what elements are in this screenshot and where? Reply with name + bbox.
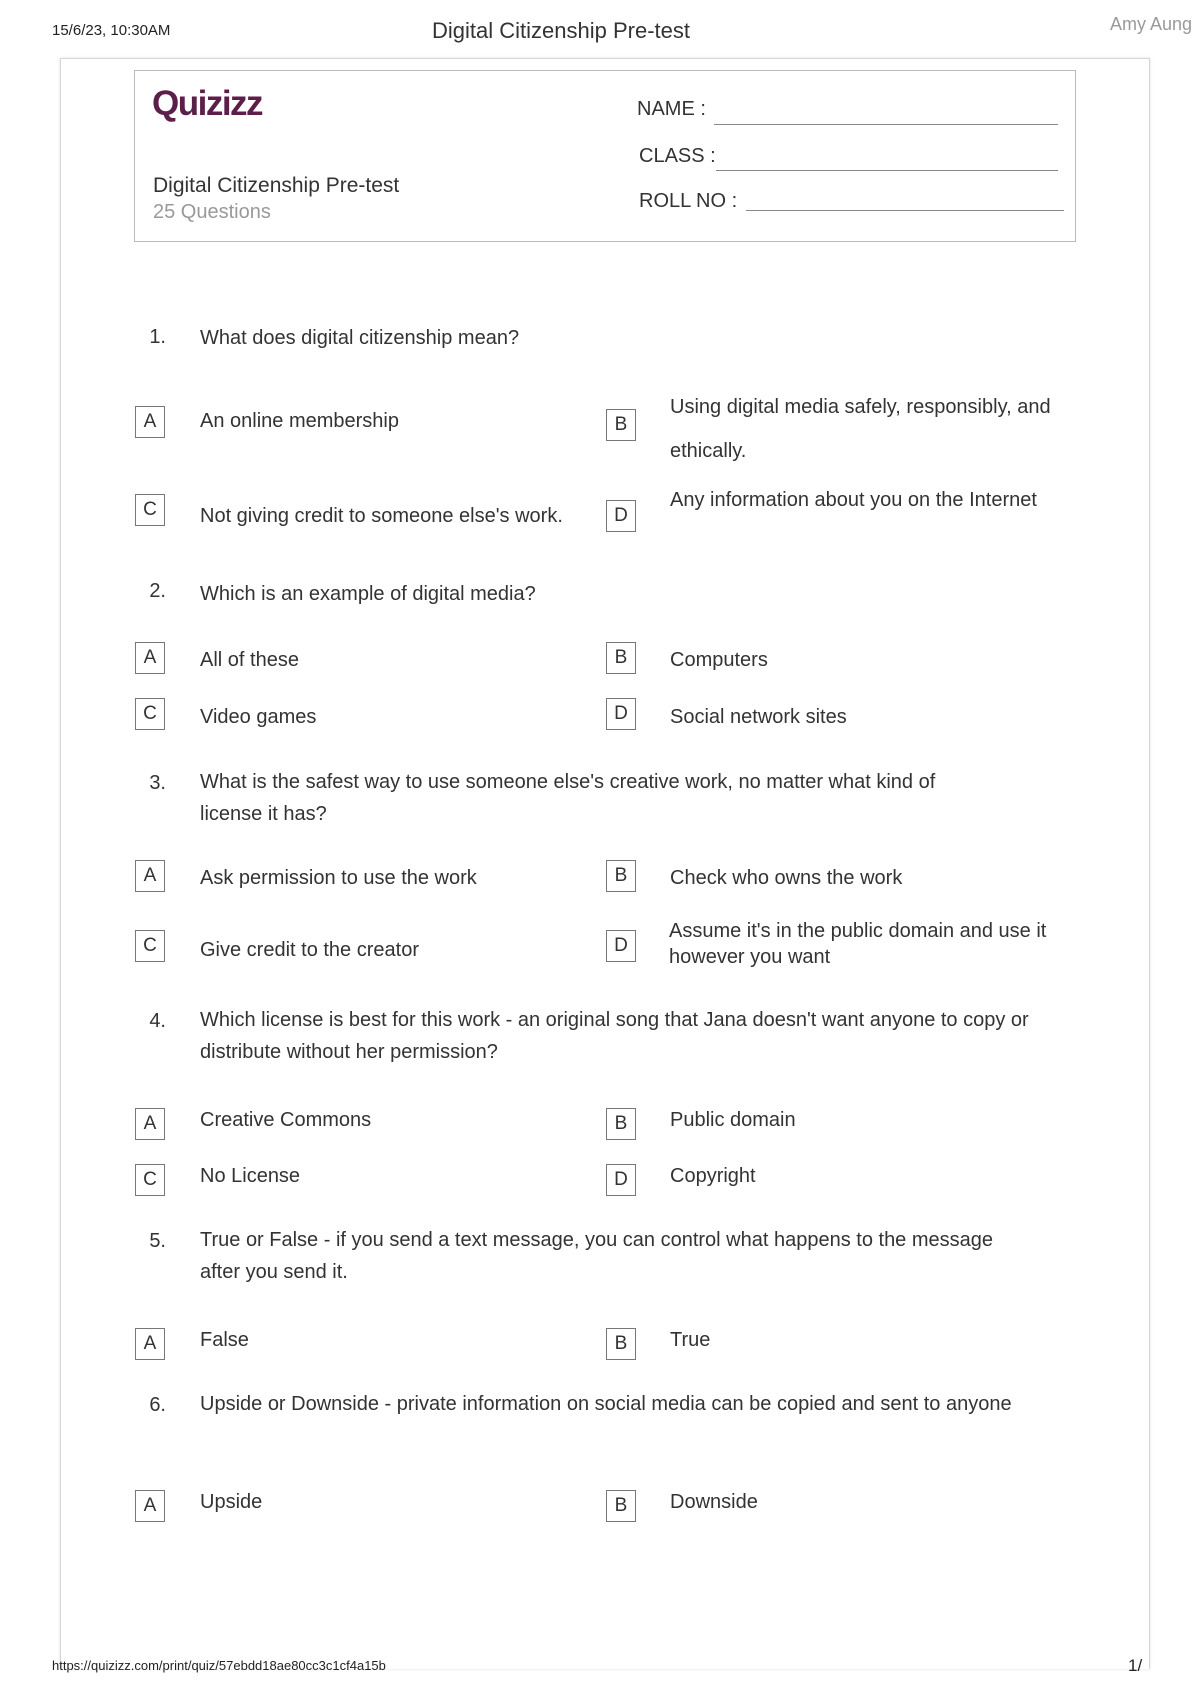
option-letter: C: [135, 930, 165, 962]
option-letter: B: [606, 1108, 636, 1140]
question-number: 3.: [149, 772, 166, 794]
print-footer-url: https://quizizz.com/print/quiz/57ebdd18ae80cc3c1cf4a15b: [52, 1658, 386, 1673]
option-text: True: [670, 1329, 711, 1351]
worksheet-header: [134, 70, 1076, 242]
option-text: Give credit to the creator: [200, 939, 419, 961]
question-text: Which is an example of digital media?: [200, 583, 536, 605]
question-number: 1.: [149, 326, 166, 348]
option-letter: C: [135, 698, 165, 730]
question-text: What is the safest way to use someone else's creative work, no matter what kind of license it has?: [200, 771, 936, 825]
option-text: Not giving credit to someone else's work.: [200, 505, 563, 527]
quiz-title: Digital Citizenship Pre-test: [153, 174, 400, 197]
quizizz-logo: Quizizz: [152, 84, 263, 123]
roll-no-line: [746, 210, 1064, 211]
question-number: 4.: [149, 1010, 166, 1032]
option-text: Public domain: [670, 1109, 796, 1131]
question-text: Which license is best for this work - an original song that Jana doesn't want anyone to copy or distribute without her permission?: [200, 1009, 1029, 1063]
option-letter: D: [606, 500, 636, 532]
option-text: Assume it's in the public domain and use it however you want: [669, 920, 1047, 968]
roll-no-label: ROLL NO :: [639, 190, 738, 212]
option-text: Creative Commons: [200, 1109, 372, 1131]
option-text: No License: [200, 1165, 301, 1187]
option-letter: D: [606, 698, 636, 730]
option-letter: A: [135, 1490, 165, 1522]
option-text: All of these: [200, 649, 299, 671]
name-label: NAME :: [637, 98, 706, 120]
option-letter: A: [135, 860, 165, 892]
question-count: 25 Questions: [153, 201, 271, 223]
option-text: Ask permission to use the work: [200, 867, 477, 889]
class-line: [716, 170, 1058, 171]
question-text: What does digital citizenship mean?: [200, 327, 520, 349]
option-letter: A: [135, 642, 165, 674]
option-letter: B: [606, 1490, 636, 1522]
option-letter: D: [606, 930, 636, 962]
option-text: Video games: [200, 706, 317, 728]
print-page-number: 1/: [1128, 1656, 1143, 1675]
question-text: Upside or Downside - private information on social media can be copied and sent to anyone: [200, 1393, 1012, 1415]
option-text: Upside: [200, 1491, 263, 1513]
option-text: Computers: [670, 649, 768, 671]
option-text: Using digital media safely, responsibly, and ethically.: [670, 396, 1051, 462]
question-text: True or False - if you send a text message, you can control what happens to the message after you send it.: [200, 1229, 994, 1283]
option-letter: A: [135, 406, 165, 438]
option-letter: A: [135, 1108, 165, 1140]
option-text: Social network sites: [670, 706, 847, 728]
print-datetime: 15/6/23, 10:30AM: [52, 22, 171, 39]
print-page-title: Digital Citizenship Pre-test: [432, 18, 690, 43]
option-letter: B: [606, 860, 636, 892]
question-number: 6.: [149, 1394, 166, 1416]
class-label: CLASS :: [639, 145, 716, 167]
option-letter: B: [606, 1328, 636, 1360]
option-letter: D: [606, 1164, 636, 1196]
option-text: Copyright: [670, 1165, 756, 1187]
question-number: 2.: [149, 580, 166, 602]
question-number: 5.: [149, 1230, 166, 1252]
option-text: Any information about you on the Internet: [670, 489, 1037, 511]
option-letter: C: [135, 494, 165, 526]
option-text: Downside: [670, 1491, 758, 1513]
option-text: False: [200, 1329, 249, 1351]
option-text: An online membership: [200, 410, 399, 432]
option-letter: B: [606, 409, 636, 441]
option-text: Check who owns the work: [670, 867, 903, 889]
option-letter: B: [606, 642, 636, 674]
name-line: [714, 124, 1058, 125]
option-letter: C: [135, 1164, 165, 1196]
print-user-name: Amy Aung: [1110, 14, 1193, 34]
option-letter: A: [135, 1328, 165, 1360]
